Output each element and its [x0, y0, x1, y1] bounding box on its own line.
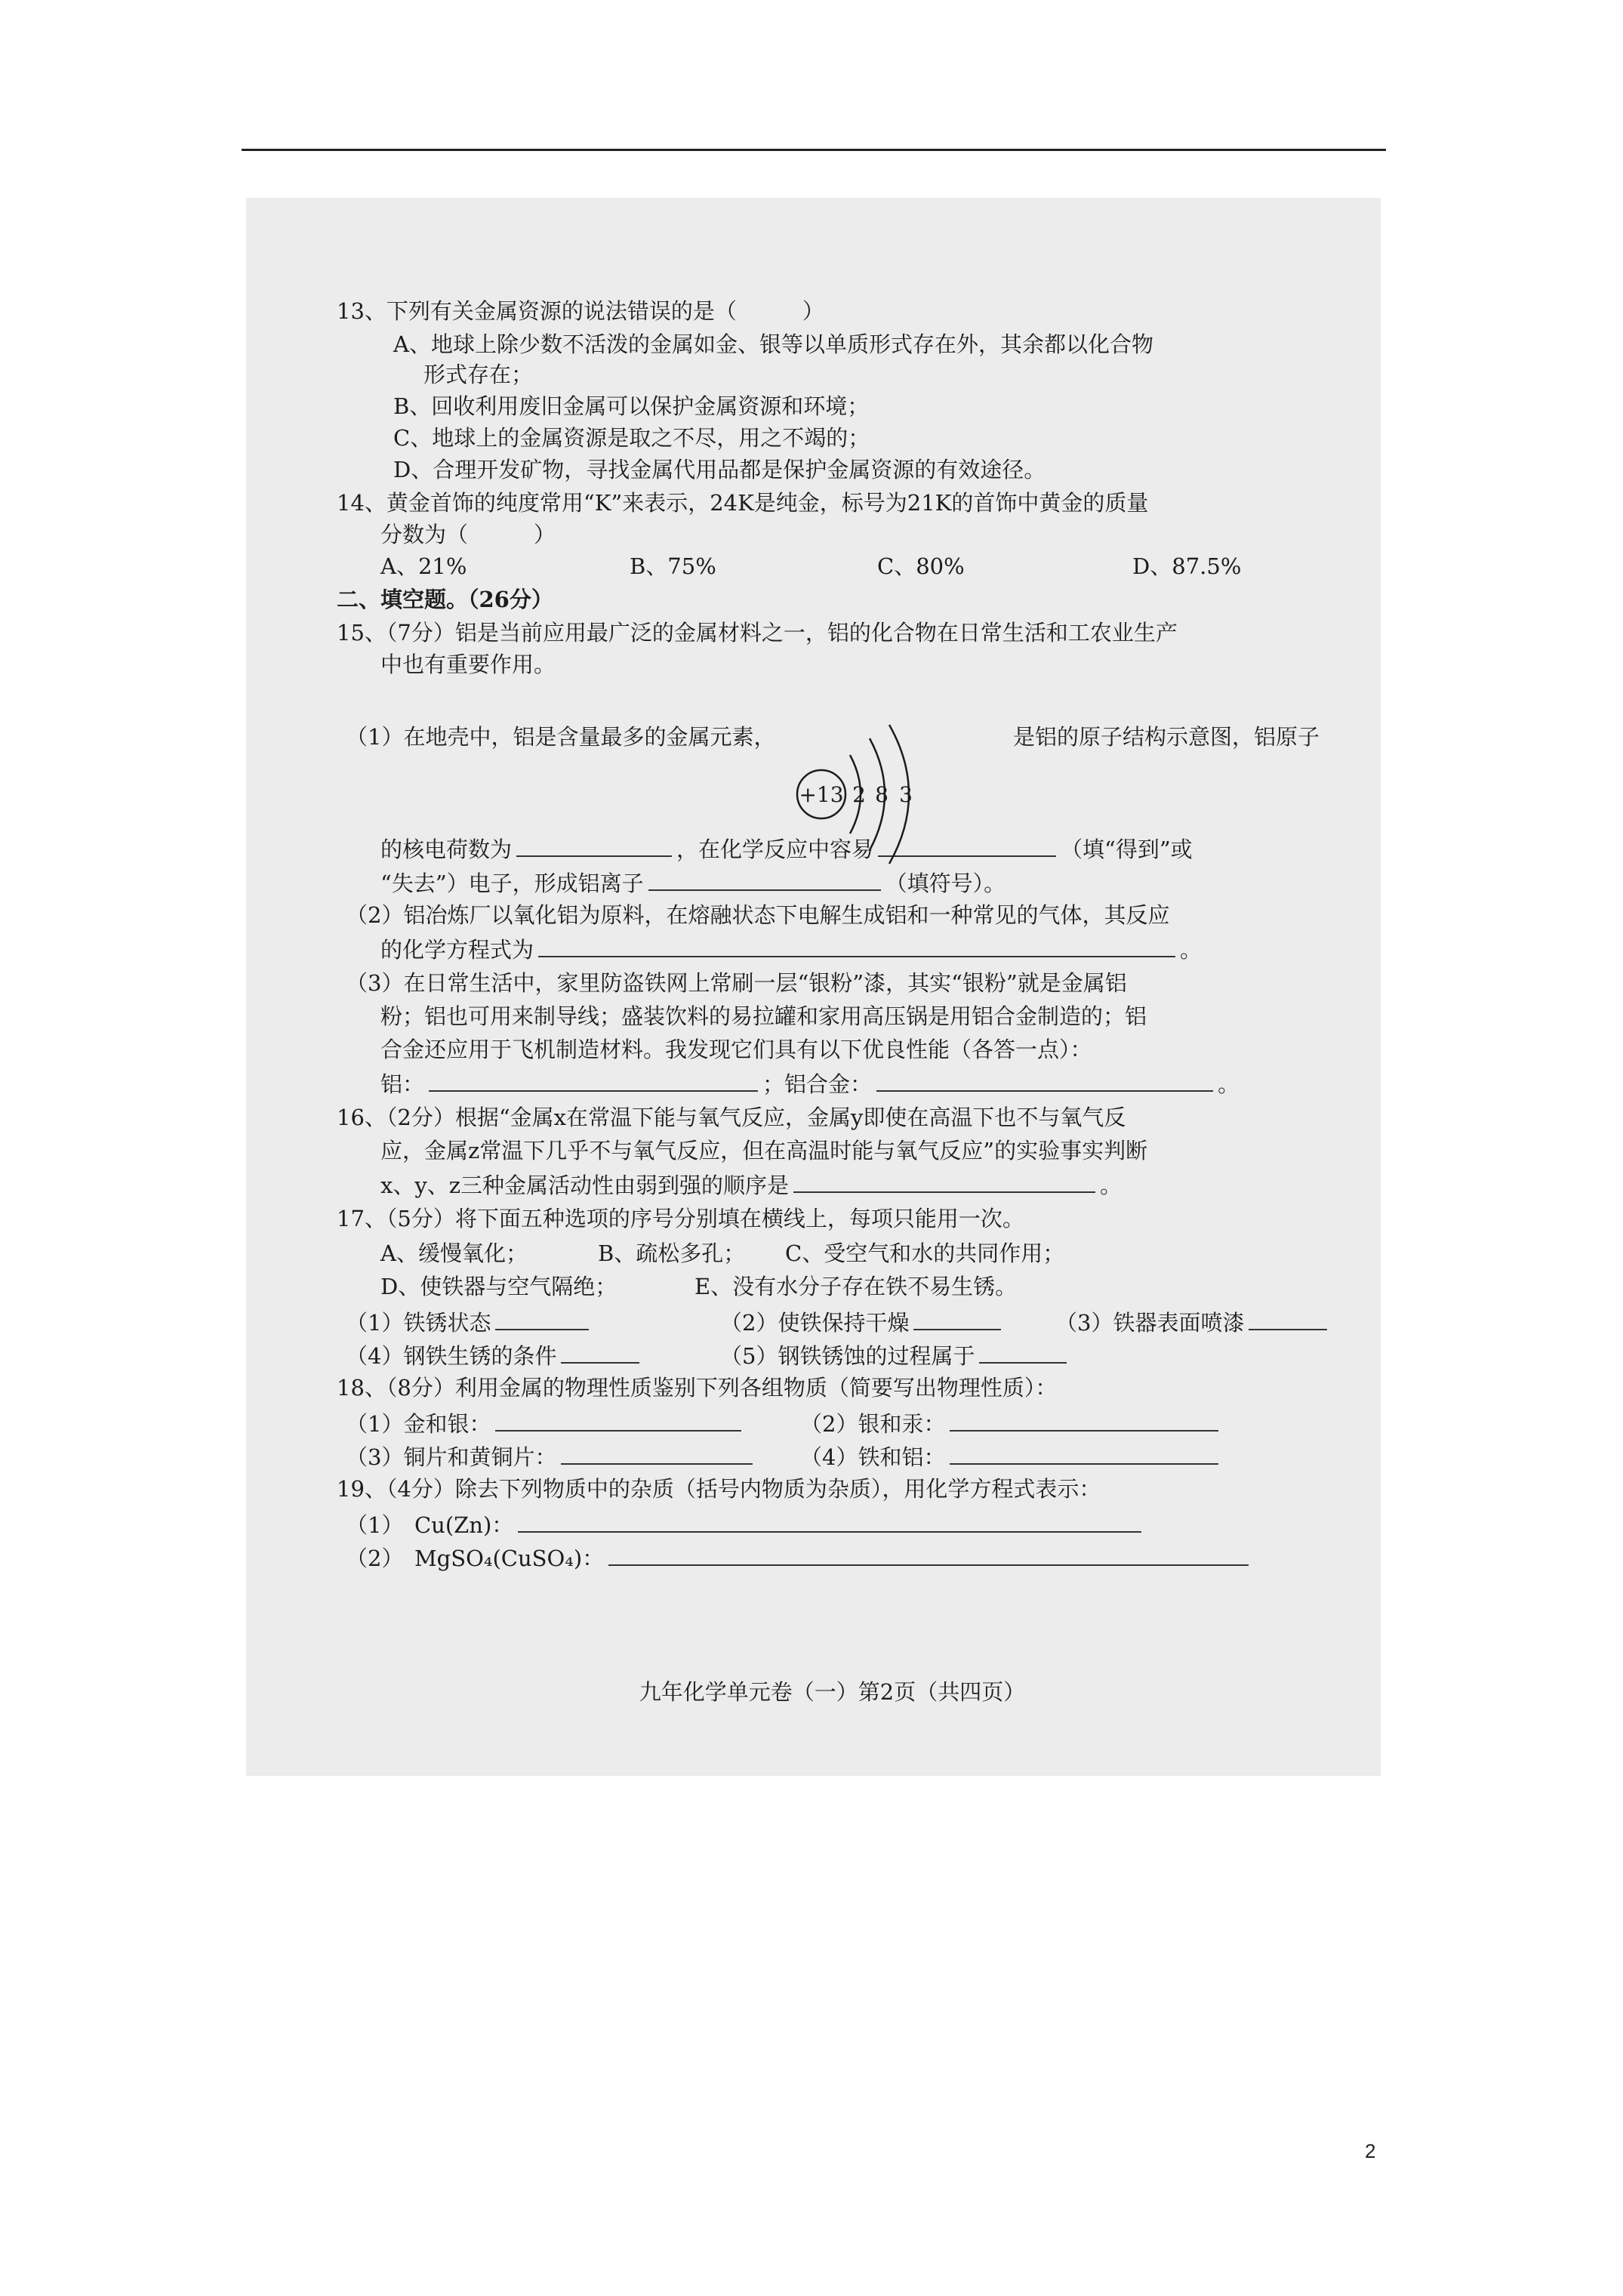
q15-part3-cont2: 合金还应用于飞机制造材料。我发现它们具有以下优良性能（各答一点）：	[380, 1037, 1092, 1062]
q16-end: 。	[1100, 1173, 1123, 1198]
q19-sub2-label: （2） MgSO₄(CuSO₄)：	[346, 1546, 605, 1571]
q15-aluminum-blank[interactable]	[429, 1069, 758, 1092]
q15-equation-blank[interactable]	[538, 935, 1175, 957]
q16-order-blank[interactable]	[793, 1170, 1095, 1193]
q17-sub4-label: （4）钢铁生锈的条件	[346, 1343, 557, 1369]
q15-part3-answers	[380, 1069, 1240, 1098]
q17-sub5-blank[interactable]	[979, 1341, 1067, 1364]
q15-tendency-label: ，在化学反应中容易	[676, 837, 874, 862]
q17-option-e: E、没有水分子存在铁不易生锈。	[694, 1274, 1018, 1299]
q17-sub2-label: （2）使铁保持干燥	[720, 1310, 910, 1336]
q17-sub4	[346, 1341, 644, 1370]
q15-core-charge-blank[interactable]	[516, 834, 672, 857]
shell-1-electrons: 2	[852, 782, 866, 807]
q13-option-c: C、地球上的金属资源是取之不尽，用之不竭的；	[393, 425, 870, 451]
q16-line3	[380, 1170, 1122, 1199]
q15-tendency-hint: （填“得到”或	[1061, 837, 1193, 862]
q15-part1-b: 是铝的原子结构示意图，铝原子	[1013, 724, 1320, 750]
q15-part3-end: 。	[1218, 1071, 1240, 1097]
q15-aluminum-label: 铝：	[380, 1071, 425, 1097]
q15-ion-hint: （填符号）。	[885, 871, 1006, 896]
q14-option-a: A、21%	[380, 553, 467, 579]
q17-sub4-blank[interactable]	[561, 1341, 639, 1364]
q18-stem: 18、（8分）利用金属的物理性质鉴别下列各组物质（简要写出物理性质）：	[337, 1375, 1058, 1401]
q17-option-a: A、缓慢氧化；	[380, 1240, 528, 1266]
q15-part3: （3）在日常生活中，家里防盗铁网上常刷一层“银粉”漆，其实“银粉”就是金属铝	[346, 970, 1127, 996]
q17-option-b: B、疏松多孔；	[598, 1240, 746, 1266]
q17-sub2-blank[interactable]	[913, 1308, 1001, 1330]
q18-sub2-blank[interactable]	[950, 1409, 1218, 1432]
q15-part2-cont	[380, 935, 1202, 963]
q16-order-label: x、y、z三种金属活动性由弱到强的顺序是	[380, 1173, 790, 1198]
q19-sub1	[346, 1510, 1146, 1539]
q15-part1-a: （1）在地壳中，铝是含量最多的金属元素，	[346, 724, 776, 750]
q17-option-c: C、受空气和水的共同作用；	[785, 1240, 1065, 1266]
page-number: 2	[1365, 2140, 1376, 2162]
q15-stem-cont: 中也有重要作用。	[380, 652, 556, 677]
q17-option-d: D、使铁器与空气隔绝；	[380, 1274, 617, 1299]
q14-option-d: D、87.5%	[1132, 553, 1242, 579]
q18-sub3	[346, 1442, 757, 1471]
q18-sub2	[800, 1409, 1223, 1438]
shell-2-electrons: 8	[875, 782, 888, 807]
exam-content	[337, 198, 1328, 1776]
header-rule	[242, 149, 1386, 151]
q15-equation-end: 。	[1180, 937, 1203, 963]
section-fill-in-title: 二、填空题。（26分）	[337, 587, 553, 612]
q15-alloy-label: ；铝合金：	[762, 1071, 873, 1097]
q17-sub3	[1055, 1308, 1332, 1336]
q14-stem: 14、黄金首饰的纯度常用“K”来表示，24K是纯金，标号为21K的首饰中黄金的质量	[337, 490, 1149, 516]
q13-option-a: A、地球上除少数不活泼的金属如金、银等以单质形式存在外，其余都以化合物	[393, 331, 1153, 357]
q13-option-a-cont: 形式存在；	[423, 362, 534, 387]
q19-stem: 19、（4分）除去下列物质中的杂质（括号内物质为杂质），用化学方程式表示：	[337, 1476, 1101, 1502]
q17-stem: 17、（5分）将下面五种选项的序号分别填在横线上，每项只能用一次。	[337, 1206, 1024, 1231]
q15-part3-cont1: 粉；铝也可用来制导线；盛装饮料的易拉罐和家用高压锅是用铝合金制造的；铝	[380, 1003, 1147, 1029]
q17-sub3-blank[interactable]	[1249, 1308, 1327, 1330]
q16-line1: 16、（2分）根据“金属x在常温下能与氧气反应，金属y即使在高温下也不与氧气反	[337, 1105, 1126, 1130]
q17-sub1-label: （1）铁锈状态	[346, 1310, 491, 1336]
q17-sub5-label: （5）钢铁锈蚀的过程属于	[720, 1343, 975, 1369]
shell-3-electrons: 3	[899, 782, 913, 807]
q17-sub5	[720, 1341, 1071, 1370]
q19-sub1-label: （1） Cu(Zn)：	[346, 1512, 514, 1538]
q18-sub1-blank[interactable]	[495, 1409, 741, 1432]
q15-equation-label: 的化学方程式为	[380, 937, 534, 963]
q18-sub2-label: （2）银和汞：	[800, 1411, 946, 1437]
q18-sub4-blank[interactable]	[950, 1442, 1218, 1465]
q15-part1-d	[380, 868, 1006, 897]
q15-part2: （2）铝冶炼厂以氧化铝为原料，在熔融状态下电解生成铝和一种常见的气体，其反应	[346, 902, 1170, 928]
q18-sub3-label: （3）铜片和黄铜片：	[346, 1444, 557, 1470]
q18-sub1-label: （1）金和银：	[346, 1411, 491, 1437]
q15-core-charge-label: 的核电荷数为	[380, 837, 513, 862]
q14-option-b: B、75%	[630, 553, 716, 579]
q17-sub3-label: （3）铁器表面喷漆	[1055, 1310, 1245, 1336]
q19-sub2	[346, 1543, 1253, 1572]
exam-footer: 九年化学单元卷（一）第2页（共四页）	[639, 1679, 1026, 1705]
q17-sub1	[346, 1308, 593, 1336]
q19-sub2-blank[interactable]	[608, 1543, 1249, 1566]
q13-stem: 13、下列有关金属资源的说法错误的是（ ）	[337, 298, 824, 324]
q15-stem: 15、（7分）铝是当前应用最广泛的金属材料之一，铝的化合物在日常生活和工农业生产	[337, 620, 1178, 646]
q15-alloy-blank[interactable]	[876, 1069, 1213, 1092]
aluminum-atom-diagram	[787, 719, 968, 870]
q15-ion-blank[interactable]	[648, 868, 881, 891]
q15-ion-label: “失去”）电子，形成铝离子	[380, 871, 644, 896]
q17-sub2	[720, 1308, 1006, 1336]
q13-option-d: D、合理开发矿物，寻找金属代用品都是保护金属资源的有效途径。	[393, 457, 1046, 482]
q18-sub3-blank[interactable]	[561, 1442, 753, 1465]
q19-sub1-blank[interactable]	[518, 1510, 1141, 1533]
scanned-exam-page	[246, 198, 1381, 1776]
nucleus-charge: +13	[799, 782, 844, 807]
q14-option-c: C、80%	[877, 553, 965, 579]
q18-sub1	[346, 1409, 746, 1438]
q18-sub4	[800, 1442, 1223, 1471]
q13-option-b: B、回收利用废旧金属可以保护金属资源和环境；	[393, 393, 870, 419]
q18-sub4-label: （4）铁和铝：	[800, 1444, 946, 1470]
q16-line2: 应，金属z常温下几乎不与氧气反应，但在高温时能与氧气反应”的实验事实判断	[380, 1138, 1148, 1163]
q17-sub1-blank[interactable]	[495, 1308, 589, 1330]
q14-stem-cont: 分数为（ ）	[380, 522, 556, 547]
